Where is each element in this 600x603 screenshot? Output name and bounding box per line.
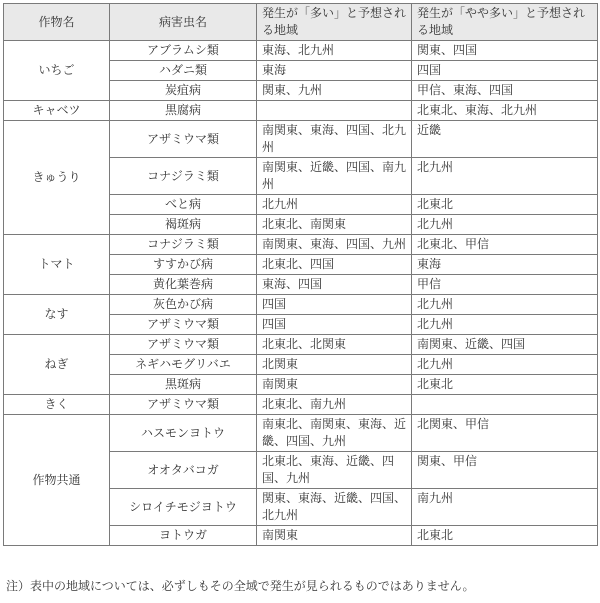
- footnote: 注）表中の地域については、必ずしもその全域で発生が見られるものではありません。: [6, 579, 475, 593]
- mid-region-cell: 南九州: [412, 489, 598, 526]
- high-region-cell: 南関東、近畿、四国、南九州: [257, 158, 412, 195]
- mid-region-cell: 北関東、甲信: [412, 415, 598, 452]
- mid-region-cell: 関東、甲信: [412, 452, 598, 489]
- mid-region-cell: 北九州: [412, 215, 598, 235]
- pest-name-cell: 黄化葉巻病: [110, 275, 257, 295]
- crop-name-cell: ねぎ: [4, 335, 110, 395]
- high-region-cell: 南関東: [257, 375, 412, 395]
- high-region-cell: 北東北、南関東: [257, 215, 412, 235]
- mid-region-cell: 北九州: [412, 295, 598, 315]
- pest-name-cell: アザミウマ類: [110, 315, 257, 335]
- mid-region-cell: 甲信、東海、四国: [412, 81, 598, 101]
- pest-name-cell: コナジラミ類: [110, 235, 257, 255]
- pest-name-cell: アザミウマ類: [110, 395, 257, 415]
- table-header: [4, 4, 598, 41]
- mid-region-cell: 関東、四国: [412, 41, 598, 61]
- mid-region-cell: 北東北: [412, 526, 598, 546]
- high-region-cell: 北関東: [257, 355, 412, 375]
- crop-name-cell: キャベツ: [4, 101, 110, 121]
- pest-name-cell: 褐斑病: [110, 215, 257, 235]
- high-region-cell: 東海、四国: [257, 275, 412, 295]
- pest-name-cell: すすかび病: [110, 255, 257, 275]
- pest-name-cell: 黒腐病: [110, 101, 257, 121]
- table-row: [4, 235, 598, 255]
- pest-name-cell: アブラムシ類: [110, 41, 257, 61]
- high-region-cell: 南関東、東海、四国、北九州: [257, 121, 412, 158]
- high-region-cell: 北東北、四国: [257, 255, 412, 275]
- pest-name-cell: 炭疽病: [110, 81, 257, 101]
- high-region-cell: 東海、北九州: [257, 41, 412, 61]
- pest-name-cell: ハスモンヨトウ: [110, 415, 257, 452]
- mid-region-cell: 北東北: [412, 195, 598, 215]
- high-region-cell: [257, 101, 412, 121]
- mid-region-cell: 北東北、東海、北九州: [412, 101, 598, 121]
- table-body: [4, 41, 598, 546]
- pest-name-cell: べと病: [110, 195, 257, 215]
- pest-name-cell: ネギハモグリバエ: [110, 355, 257, 375]
- pest-name-cell: 灰色かび病: [110, 295, 257, 315]
- mid-region-cell: 甲信: [412, 275, 598, 295]
- mid-region-cell: 北東北: [412, 375, 598, 395]
- high-region-cell: 北東北、南九州: [257, 395, 412, 415]
- table-row: [4, 335, 598, 355]
- pest-name-cell: アザミウマ類: [110, 335, 257, 355]
- high-region-cell: 南関東、東海、四国、九州: [257, 235, 412, 255]
- header-row: [4, 4, 598, 41]
- mid-region-cell: [412, 395, 598, 415]
- pest-name-cell: 黒斑病: [110, 375, 257, 395]
- pest-name-cell: シロイチモジヨトウ: [110, 489, 257, 526]
- table-row: [4, 295, 598, 315]
- mid-region-cell: 近畿: [412, 121, 598, 158]
- pest-forecast-table: [3, 3, 598, 546]
- mid-region-cell: 北九州: [412, 158, 598, 195]
- high-region-cell: 南東北、南関東、東海、近畿、四国、九州: [257, 415, 412, 452]
- high-region-cell: 関東、東海、近畿、四国、北九州: [257, 489, 412, 526]
- mid-region-cell: 北東北、甲信: [412, 235, 598, 255]
- mid-region-cell: 四国: [412, 61, 598, 81]
- table-row: [4, 395, 598, 415]
- high-region-cell: 四国: [257, 315, 412, 335]
- mid-region-cell: 北九州: [412, 315, 598, 335]
- crop-name-cell: トマト: [4, 235, 110, 295]
- pest-name-cell: アザミウマ類: [110, 121, 257, 158]
- header-pest: 病害虫名: [110, 4, 257, 41]
- table-row: [4, 101, 598, 121]
- table-row: [4, 415, 598, 452]
- table-row: [4, 41, 598, 61]
- pest-name-cell: ハダニ類: [110, 61, 257, 81]
- crop-name-cell: いちご: [4, 41, 110, 101]
- mid-region-cell: 東海: [412, 255, 598, 275]
- high-region-cell: 北東北、北関東: [257, 335, 412, 355]
- crop-name-cell: きく: [4, 395, 110, 415]
- header-mid-region: 発生が「やや多い」と予想される地域: [412, 4, 598, 41]
- mid-region-cell: 北九州: [412, 355, 598, 375]
- pest-name-cell: オオタバコガ: [110, 452, 257, 489]
- high-region-cell: 東海: [257, 61, 412, 81]
- table-row: [4, 121, 598, 158]
- high-region-cell: 北九州: [257, 195, 412, 215]
- mid-region-cell: 南関東、近畿、四国: [412, 335, 598, 355]
- high-region-cell: 四国: [257, 295, 412, 315]
- header-high-region: 発生が「多い」と予想される地域: [257, 4, 412, 41]
- high-region-cell: 北東北、東海、近畿、四国、九州: [257, 452, 412, 489]
- header-crop: 作物名: [4, 4, 110, 41]
- crop-name-cell: なす: [4, 295, 110, 335]
- high-region-cell: 関東、九州: [257, 81, 412, 101]
- pest-name-cell: ヨトウガ: [110, 526, 257, 546]
- pest-name-cell: コナジラミ類: [110, 158, 257, 195]
- crop-name-cell: きゅうり: [4, 121, 110, 235]
- high-region-cell: 南関東: [257, 526, 412, 546]
- crop-name-cell: 作物共通: [4, 415, 110, 546]
